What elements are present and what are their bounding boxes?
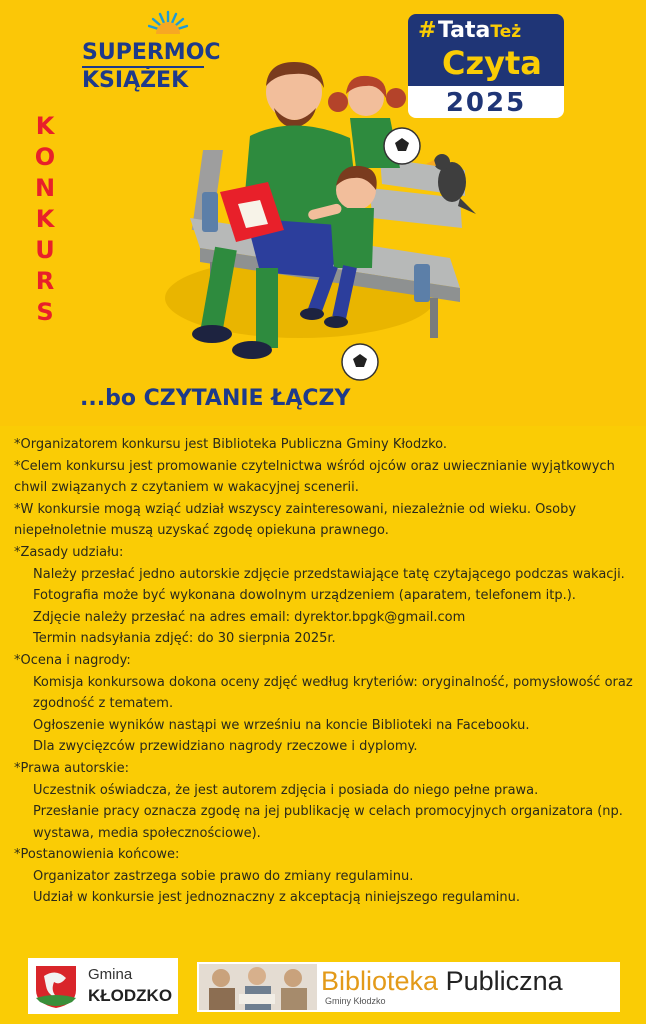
konkurs-letter: N	[34, 174, 56, 202]
konkurs-letter: R	[35, 267, 55, 295]
badge-hash: #	[418, 18, 437, 43]
rule-line: *Zasady udziału:	[14, 544, 124, 560]
cup-left	[202, 192, 218, 232]
rule-line: Termin nadsyłania zdjęć: do 30 sierpnia 2025r.	[33, 631, 336, 647]
konkurs-letter: U	[35, 236, 55, 264]
rule-line: Udział w konkursie jest jednoznaczny z akceptacją niniejszego regulaminu.	[33, 890, 521, 906]
rule-line: *Ocena i nagrody:	[14, 652, 131, 668]
slogan: ...bo CZYTANIE ŁĄCZY	[80, 386, 351, 411]
rule-line: Komisja konkursowa dokona oceny zdjęć według kryteriów: oryginalność, pomysłowość oraz zgodność z tematem.	[33, 674, 633, 712]
brand-line-2: KSIĄŻEK	[82, 68, 189, 93]
rule-line: Przesłanie pracy oznacza zgodę na jej publikację w celach promocyjnych organizatora (np. wystawa, media społecznościowe).	[33, 804, 623, 841]
rule-line: *Prawa autorskie:	[14, 760, 130, 776]
rule-line: Zdjęcie należy przesłać na adres email: dyrektor.bpgk@gmail.com	[33, 609, 466, 625]
konkurs-letter: K	[35, 205, 55, 233]
gmina-klodzko-logo	[28, 958, 178, 1014]
badge-tata-word: Tata	[438, 18, 491, 43]
sun-icon	[148, 10, 188, 34]
rule-line: Uczestnik oświadcza, że jest autorem zdjęcia i posiada do niego pełne prawa.	[33, 782, 539, 798]
rule-line: Fotografia może być wykonana dowolnym urządzeniem (aparatem, telefonem itp.).	[33, 588, 576, 604]
library-name	[321, 966, 563, 997]
konkurs-vertical-title	[34, 112, 56, 329]
badge-tez-word: Też	[490, 22, 522, 42]
badge-year: 2025	[445, 88, 527, 118]
readers-photo-icon	[199, 964, 317, 1010]
konkurs-letter: S	[36, 298, 54, 326]
football-bottom	[342, 344, 378, 380]
hero-banner	[0, 0, 646, 426]
klodzko-label: KŁODZKO	[88, 986, 173, 1005]
badge-tata	[438, 18, 521, 43]
rule-line: Organizator zastrzega sobie prawo do zmiany regulaminu.	[33, 868, 414, 884]
rule-line: *Celem konkursu jest promowanie czytelnictwa wśród ojców oraz uwiecznianie wyjątkowych chwil związanych z czytaniem w wakacyjnej scenerii.	[14, 458, 615, 496]
library-word-2: Publiczna	[445, 966, 563, 996]
badge-czyta: Czyta	[442, 44, 542, 82]
rules-text	[14, 434, 634, 909]
gmina-label: Gmina	[88, 966, 133, 983]
konkurs-letter: O	[34, 143, 56, 171]
rule-line: Dla zwycięzców przewidziano nagrody rzeczowe i dyplomy.	[33, 739, 418, 755]
brand-line-1: SUPERMOC	[82, 40, 221, 65]
library-word-1: Biblioteka	[321, 966, 439, 996]
dad-reading-illustration	[160, 58, 480, 384]
biblioteka-publiczna-logo	[197, 962, 620, 1012]
konkurs-letter: K	[35, 112, 55, 140]
rule-line: *Postanowienia końcowe:	[14, 847, 180, 863]
rule-line: *W konkursie mogą wziąć udział wszyscy zainteresowani, niezależnie od wieku. Osoby niepełnoletnie muszą uzyskać zgodę opiekuna prawnego.	[14, 501, 577, 539]
rule-line: Ogłoszenie wyników nastąpi we wrześniu na koncie Biblioteki na Facebooku.	[33, 717, 530, 733]
cup-right	[414, 264, 430, 302]
library-subtitle: Gminy Kłodzko	[325, 996, 386, 1006]
rule-line: *Organizatorem konkursu jest Biblioteka Publiczna Gminy Kłodzko.	[14, 437, 448, 452]
coat-of-arms-icon	[32, 962, 80, 1010]
football-top	[384, 128, 420, 164]
rule-line: Należy przesłać jedno autorskie zdjęcie przedstawiające tatę czytającego podczas wakacji.	[33, 566, 625, 582]
